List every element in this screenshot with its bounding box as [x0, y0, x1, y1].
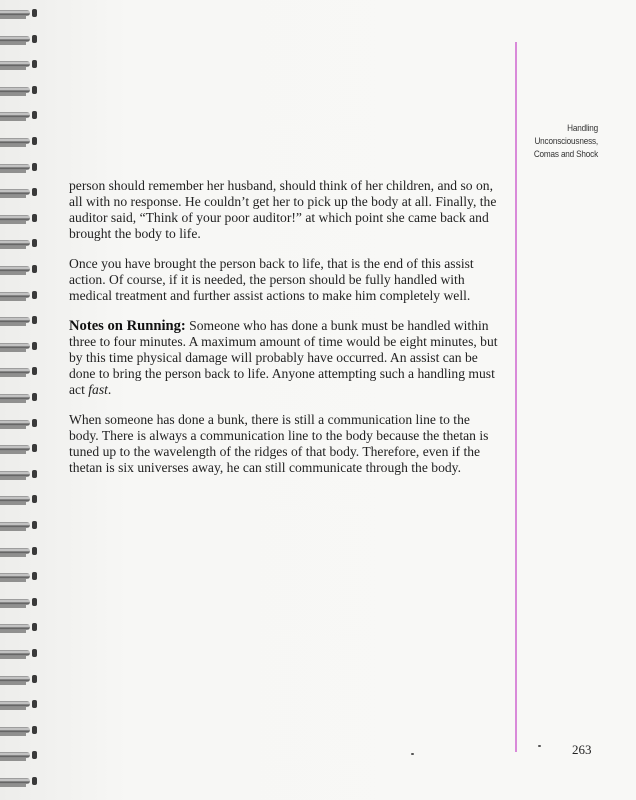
- binding-coil: [0, 238, 42, 250]
- binding-coil: [0, 725, 42, 737]
- paragraph-1: person should remember her husband, should think of her children, and so on, all with no response. He couldn’t get her to pick up the body at all. Finally, the auditor said, “Think of your poor auditor!” at which point she came back and brought the body to life.: [69, 178, 497, 241]
- binding-coil: [0, 418, 42, 430]
- binding-coil: [0, 85, 42, 97]
- binding-coil: [0, 187, 42, 199]
- binding-coil: [0, 571, 42, 583]
- binding-coil: [0, 110, 42, 122]
- binding-coil: [0, 136, 42, 148]
- binding-coil: [0, 674, 42, 686]
- running-head-line-1: Handling: [567, 123, 598, 134]
- paragraph-3: [69, 318, 499, 398]
- running-head-line-3: Comas and Shock: [533, 149, 598, 160]
- binding-coil: [0, 469, 42, 481]
- binding-coil: [0, 366, 42, 378]
- binding-coil: [0, 8, 42, 20]
- paragraph-2: Once you have brought the person back to life, that is the end of this assist action. Of course, if it is needed, the person should be fully handled with medical treatment and further assist actions to make him completely well.: [69, 256, 474, 303]
- notes-on-running-heading: Notes on Running:: [69, 318, 186, 334]
- binding-coil: [0, 546, 42, 558]
- body-text: [69, 178, 499, 490]
- binding-coil: [0, 699, 42, 711]
- binding-coil: [0, 162, 42, 174]
- binding-coil: [0, 264, 42, 276]
- binding-coil: [0, 750, 42, 762]
- binding-coil: [0, 59, 42, 71]
- binding-coil: [0, 315, 42, 327]
- running-head: [514, 122, 598, 161]
- page-number: 263: [572, 742, 592, 757]
- binding-coil: [0, 776, 42, 788]
- binding-coil: [0, 213, 42, 225]
- spiral-binding: [0, 0, 48, 800]
- binding-coil: [0, 520, 42, 532]
- running-head-line-2: Unconsciousness,: [534, 136, 598, 147]
- paper-speck: [411, 753, 414, 755]
- paper-speck: [538, 745, 541, 747]
- binding-coil: [0, 290, 42, 302]
- paragraph-3-emphasis: fast: [88, 382, 108, 397]
- binding-coil: [0, 443, 42, 455]
- binding-coil: [0, 648, 42, 660]
- binding-coil: [0, 34, 42, 46]
- binding-coil: [0, 597, 42, 609]
- binding-coil: [0, 622, 42, 634]
- binding-coil: [0, 341, 42, 353]
- paragraph-4: When someone has done a bunk, there is still a communication line to the body. There is always a communication line to the body because the thetan is tuned up to the wavelength of the ridges of that body. Therefore, even if the thetan is six universes away, he can still communicate through the body.: [69, 412, 489, 475]
- binding-coil: [0, 494, 42, 506]
- binding-coil: [0, 392, 42, 404]
- paragraph-3-body: Someone who has done a bunk must be handled within three to four minutes. A maximum amount of time would be eight minutes, but by this time physical damage will probably have occurred. An assist can be done to bring the person back to life. Anyone attempting such a handling must act: [69, 318, 498, 397]
- paragraph-3-end: .: [107, 382, 112, 397]
